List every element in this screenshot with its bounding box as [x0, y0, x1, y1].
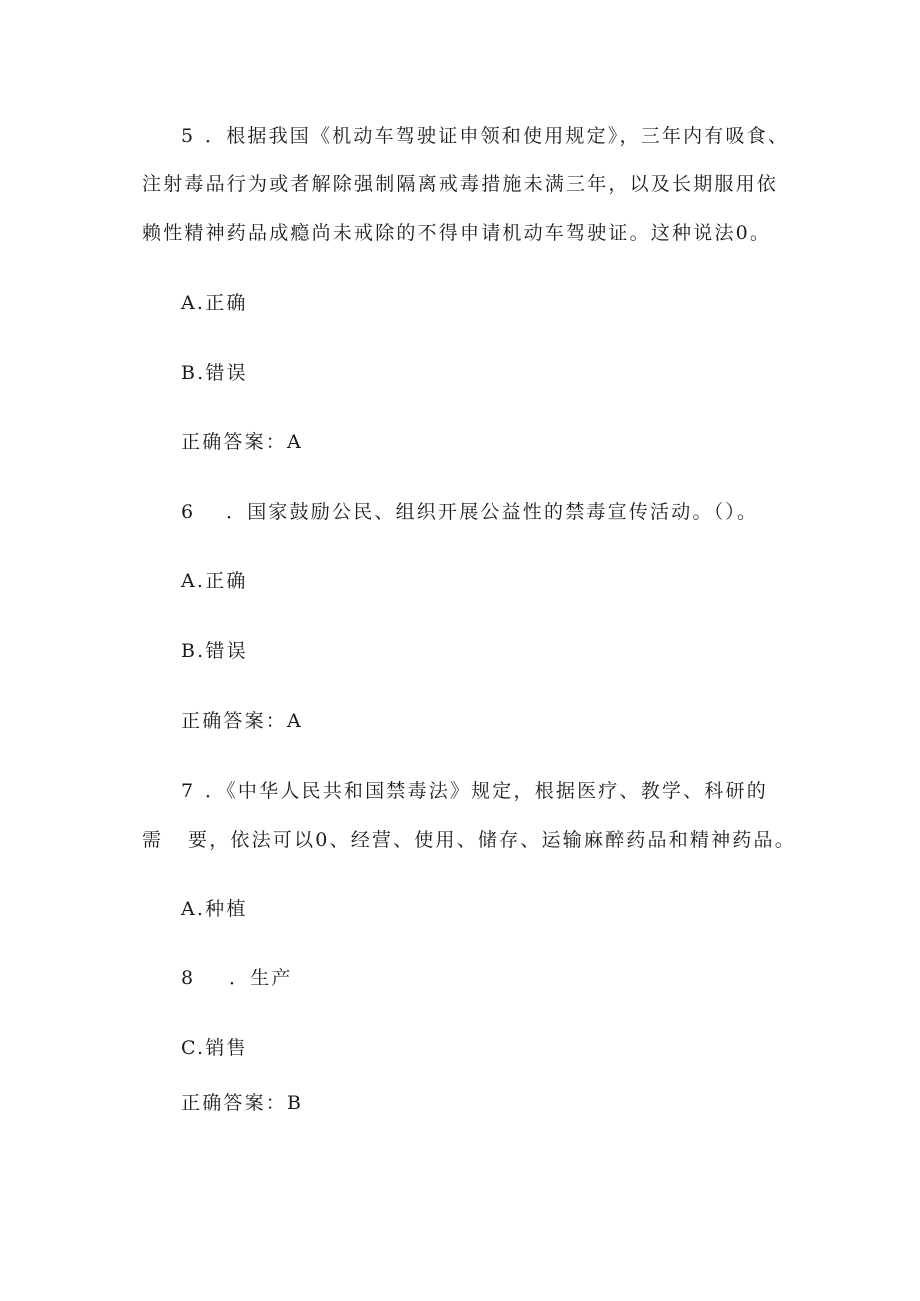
- item-answer: 正确答案：B: [181, 1092, 304, 1114]
- question-stem: ．根据我国《机动车驾驶证申领和使用规定》，三年内有吸食、: [205, 125, 790, 147]
- question-6-answer: 正确答案：A: [181, 710, 303, 732]
- question-7-line-2b: 要，依法可以0、经营、使用、储存、运输麻醉药品和精神药品。: [188, 829, 796, 851]
- option-c: C.销售: [181, 1037, 248, 1059]
- question-7-line-1: [181, 779, 768, 803]
- question-6-option-a: A.正确: [181, 570, 248, 592]
- question-7-option-a: A.种植: [181, 898, 248, 920]
- question-stem: ．国家鼓励公民、组织开展公益性的禁毒宣传活动。（）。: [226, 501, 759, 523]
- question-5-line-3: 赖性精神药品成瘾尚未戒除的不得申请机动车驾驶证。这种说法0。: [142, 222, 772, 244]
- question-6-option-b: B.错误: [181, 640, 248, 662]
- item-text: ．生产: [229, 967, 293, 989]
- question-5-line-1: [181, 124, 789, 148]
- item-number: 8: [181, 967, 196, 989]
- question-stem: ．《中华人民共和国禁毒法》规定，根据医疗、教学、科研的: [205, 780, 768, 802]
- question-5-answer: 正确答案：A: [181, 431, 303, 453]
- question-number: 5: [181, 125, 196, 147]
- question-number: 7: [181, 780, 196, 802]
- question-5-line-2: 注射毒品行为或者解除强制隔离戒毒措施未满三年，以及长期服用依: [142, 173, 779, 195]
- question-7-line-2a: 需: [142, 829, 164, 851]
- question-6-line-1: [181, 500, 758, 524]
- question-number: 6: [181, 501, 196, 523]
- question-5-option-a: A.正确: [181, 292, 248, 314]
- item-8-line: [181, 966, 293, 990]
- question-5-option-b: B.错误: [181, 362, 248, 384]
